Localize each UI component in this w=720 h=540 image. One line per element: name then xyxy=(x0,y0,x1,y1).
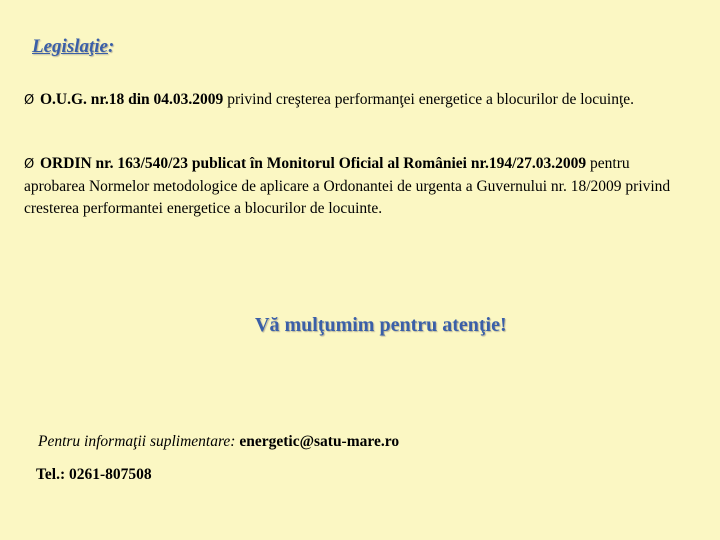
title-text: Legislaţie xyxy=(32,36,108,57)
title-colon: : xyxy=(107,36,115,57)
legislation-item-text: pentru aprobarea Normelor metodologice de aplicare a Ordonantei de urgenta a Guvernului nr. 18/2009 privind cresterea performantei energetice a blocurilor de locuinte. xyxy=(24,155,671,217)
legislation-item-text: privind creşterea performanţei energetice a blocurilor de locuinţe. xyxy=(223,91,635,108)
legislation-item-ordin xyxy=(24,153,694,220)
contact-info xyxy=(38,433,399,451)
arrow-bullet-icon: Ø xyxy=(24,93,35,108)
thank-you-message: Vă mulţumim pentru atenţie! xyxy=(255,314,507,336)
contact-email-link[interactable]: energetic@satu-mare.ro xyxy=(239,433,400,450)
legislation-item-lead: O.U.G. nr.18 din 04.03.2009 xyxy=(40,91,224,108)
page-title xyxy=(32,36,114,58)
legislation-item-lead: ORDIN nr. 163/540/23 publicat în Monitorul Oficial al României nr.194/27.03.2009 xyxy=(40,155,587,172)
arrow-bullet-icon: Ø xyxy=(24,157,35,172)
contact-phone: Tel.: 0261-807508 xyxy=(36,466,152,483)
legislation-item-oug xyxy=(24,89,694,112)
contact-info-label: Pentru informaţii suplimentare: xyxy=(38,433,240,450)
